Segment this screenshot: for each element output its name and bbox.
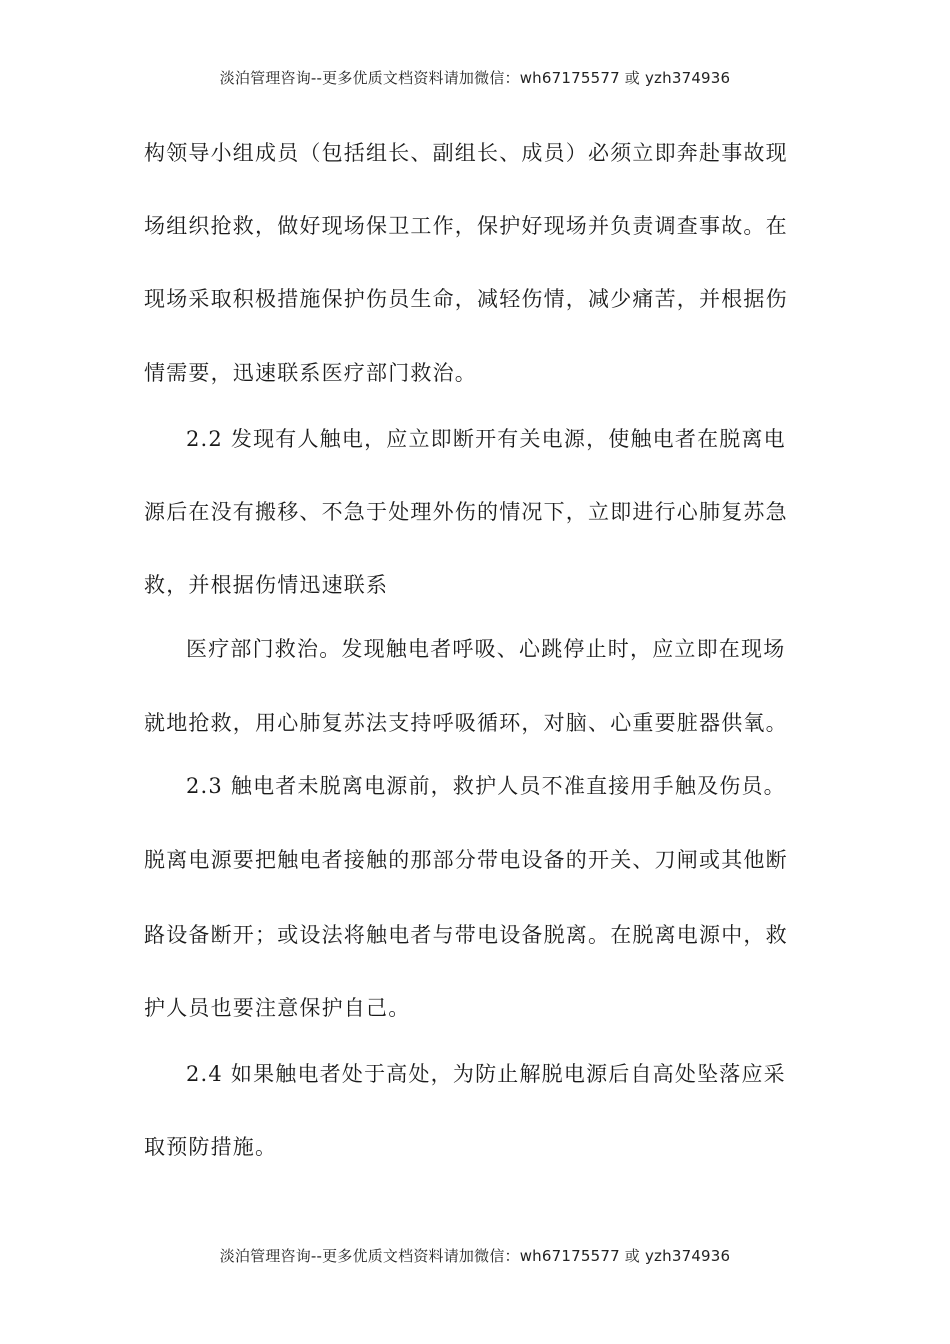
body-line: 救，并根据伤情迅速联系 <box>144 573 389 597</box>
body-line-indented: 2.3 触电者未脱离电源前，救护人员不准直接用手触及伤员。 <box>186 774 786 798</box>
body-line: 脱离电源要把触电者接触的那部分带电设备的开关、刀闸或其他断 <box>144 848 788 872</box>
body-line: 构领导小组成员（包括组长、副组长、成员）必须立即奔赴事故现 <box>144 141 788 165</box>
body-line-indented: 2.2 发现有人触电，应立即断开有关电源，使触电者在脱离电 <box>186 427 786 451</box>
body-line: 情需要，迅速联系医疗部门救治。 <box>144 361 477 385</box>
page-footer: 淡泊管理咨询--更多优质文档资料请加微信：wh67175577 或 yzh374936 <box>219 1247 731 1265</box>
body-line: 源后在没有搬移、不急于处理外伤的情况下，立即进行心肺复苏急 <box>144 500 788 524</box>
body-line: 就地抢救，用心肺复苏法支持呼吸循环，对脑、心重要脏器供氧。 <box>144 711 788 735</box>
page-header: 淡泊管理咨询--更多优质文档资料请加微信：wh67175577 或 yzh374936 <box>219 69 731 87</box>
body-line: 现场采取积极措施保护伤员生命，减轻伤情，减少痛苦，并根据伤 <box>144 287 788 311</box>
body-line: 取预防措施。 <box>144 1135 278 1159</box>
body-line-indented: 医疗部门救治。发现触电者呼吸、心跳停止时，应立即在现场 <box>186 637 786 661</box>
body-line: 场组织抢救，做好现场保卫工作，保护好现场并负责调查事故。在 <box>144 214 788 238</box>
body-line: 护人员也要注意保护自己。 <box>144 996 411 1020</box>
body-line: 路设备断开；或设法将触电者与带电设备脱离。在脱离电源中，救 <box>144 923 788 947</box>
body-line-indented: 2.4 如果触电者处于高处，为防止解脱电源后自高处坠落应采 <box>186 1062 786 1086</box>
